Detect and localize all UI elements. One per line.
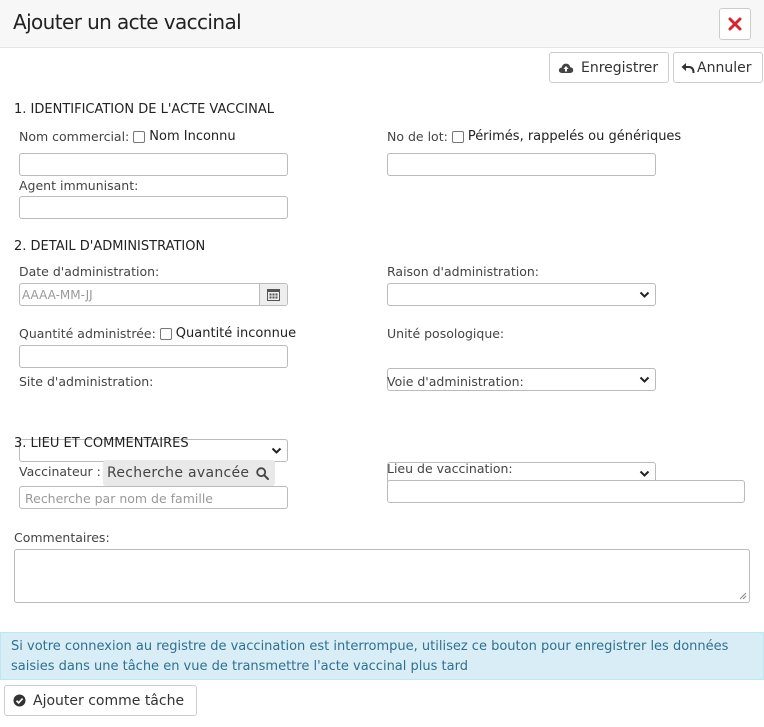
family-name-search-input[interactable] — [19, 486, 288, 509]
section-title-location: 3. LIEU ET COMMENTAIRES — [14, 436, 189, 451]
add-task-button[interactable] — [4, 685, 197, 716]
lot-expired-checkbox[interactable] — [452, 131, 464, 143]
agent-label: Agent immunisant: — [19, 178, 139, 193]
route-label: Voie d'administration: — [387, 374, 524, 389]
date-input[interactable] — [19, 283, 288, 306]
comments-textarea[interactable] — [14, 549, 750, 603]
chevron-down-icon — [271, 445, 282, 456]
quantity-label: Quantité administrée: — [19, 326, 156, 341]
unknown-name-checkbox[interactable] — [133, 131, 145, 143]
cancel-button-label: Annuler — [697, 59, 752, 76]
lot-label-row — [387, 129, 681, 144]
family-name-search-placeholder: Recherche par nom de famille — [25, 491, 213, 506]
info-alert — [0, 632, 764, 680]
section-title-identification: 1. IDENTIFICATION DE L'ACTE VACCINAL — [14, 102, 275, 117]
add-task-button-label: Ajouter comme tâche — [33, 692, 185, 709]
advanced-search-label: Recherche avancée — [107, 465, 250, 481]
chevron-down-icon — [639, 468, 650, 479]
section-title-administration: 2. DETAIL D'ADMINISTRATION — [14, 239, 206, 254]
unknown-quantity-checkbox-label: Quantité inconnue — [175, 326, 297, 341]
commercial-name-label-row — [19, 129, 236, 144]
lot-label: No de lot: — [387, 129, 448, 144]
commercial-name-label: Nom commercial: — [19, 129, 130, 144]
location-label: Lieu de vaccination: — [387, 461, 513, 476]
vaccinator-label: Vaccinateur : — [19, 464, 101, 479]
quantity-label-row — [19, 326, 296, 341]
location-input[interactable] — [387, 480, 745, 503]
undo-icon — [680, 61, 695, 75]
info-message: Si votre connexion au registre de vaccination est interrompue, utilisez ce bouton pour enregistrer les données saisies dans une tâche en vue de transmettre l'acte vaccinal plus tard — [11, 639, 729, 674]
unknown-quantity-checkbox[interactable] — [160, 328, 172, 340]
check-circle-icon — [13, 694, 26, 707]
date-placeholder: AAAA-MM-JJ — [22, 288, 93, 302]
comments-label: Commentaires: — [14, 530, 110, 545]
advanced-search-button[interactable] — [103, 460, 275, 486]
unit-label: Unité posologique: — [387, 326, 505, 341]
cloud-upload-icon — [558, 61, 574, 75]
agent-input[interactable] — [19, 196, 288, 219]
lot-number-input[interactable] — [387, 153, 656, 176]
unknown-name-checkbox-label: Nom Inconnu — [149, 129, 236, 144]
save-button-label: Enregistrer — [581, 59, 659, 76]
site-label: Site d'administration: — [19, 374, 154, 389]
close-button[interactable] — [719, 8, 751, 40]
search-icon — [256, 467, 269, 480]
resize-handle-icon[interactable] — [739, 592, 747, 600]
date-label: Date d'administration: — [19, 264, 160, 279]
reason-select[interactable] — [387, 283, 656, 306]
chevron-down-icon — [639, 289, 650, 300]
chevron-down-icon — [639, 374, 650, 385]
reason-label: Raison d'administration: — [387, 264, 539, 279]
save-button[interactable] — [549, 52, 669, 83]
close-icon — [728, 17, 742, 31]
dialog-title: Ajouter un acte vaccinal — [13, 10, 242, 34]
quantity-input[interactable] — [19, 345, 288, 368]
calendar-icon — [267, 288, 280, 301]
commercial-name-input[interactable] — [19, 153, 288, 176]
cancel-button[interactable] — [673, 52, 763, 83]
calendar-button[interactable] — [259, 284, 287, 305]
lot-expired-checkbox-label: Périmés, rappelés ou génériques — [467, 129, 682, 144]
